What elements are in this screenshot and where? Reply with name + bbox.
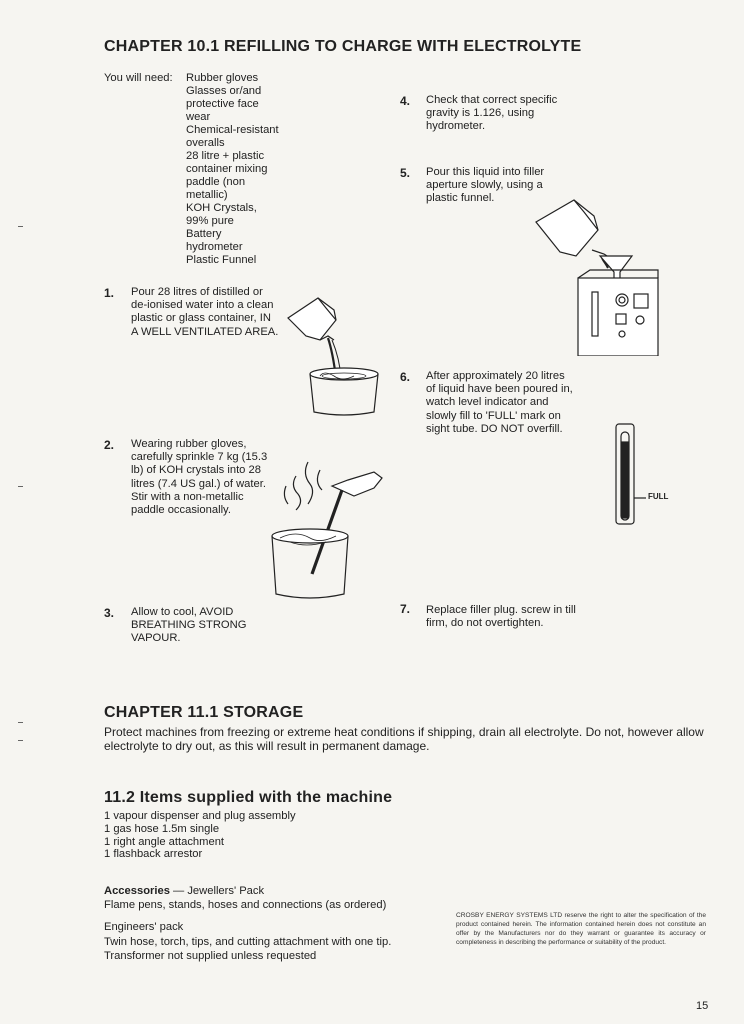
page-number: 15 [696,1000,709,1012]
engineers-pack-text-1: Twin hose, torch, tips, and cutting attachment with one tip. [104,936,392,948]
funnel-machine-illustration [530,196,670,356]
step-3-text: Allow to cool, AVOID BREATHING STRONG VAPOUR. [131,606,247,645]
pour-water-illustration [284,296,394,416]
sight-tube-illustration [612,422,648,526]
step-7-text: Replace filler plug. screw in till firm, do not overtighten. [426,604,576,630]
step-5-text: Pour this liquid into filler aperture slowly, using a plastic funnel. [426,166,545,205]
step-6-number: 6. [400,370,411,384]
you-will-need-label: You will need: [104,72,173,84]
full-mark-label: FULL [648,492,669,501]
step-1-text: Pour 28 litres of distilled or de-ionised water into a clean plastic or glass container, IN A WELL VENTILATED AREA. [131,286,279,338]
list-item: 99% pure [186,215,234,227]
list-item: 1 right angle attachment [104,835,225,848]
accessories-suffix: — Jewellers' Pack [169,885,265,897]
step-1-number: 1. [104,286,115,300]
manufacturer-disclaimer: CROSBY ENERGY SYSTEMS LTD reserve the right to alter the specification of the product contained herein. The information contained herein does not constitute an offer by the Manufacturers nor do they warrant or guarantee its accuracy or completeness in describing the performance or suitability of the product. [456,912,706,946]
list-item: Glasses or/and [186,85,262,97]
step-7-number: 7. [400,602,411,616]
list-item: paddle (non [186,176,246,188]
list-item: overalls [186,137,225,149]
accessories-text: Flame pens, stands, hoses and connections (as ordered) [104,899,387,911]
list-item: container mixing [186,163,268,175]
step-3-number: 3. [104,606,115,620]
list-item: Rubber gloves [186,72,259,84]
list-item: 1 vapour dispenser and plug assembly [104,810,296,822]
step-5-number: 5. [400,166,411,180]
list-item: KOH Crystals, [186,202,257,214]
margin-mark [18,740,23,741]
step-2-number: 2. [104,438,115,452]
list-item: metallic) [186,189,228,201]
storage-paragraph: Protect machines from freezing or extreme heat conditions if shipping, drain all electrolyte. Do not, however allow electrolyte to dry out, as this will result in permanent damage. [104,725,704,754]
supplied-items-list [104,810,296,861]
chapter-10-1-title: CHAPTER 10.1 REFILLING TO CHARGE WITH ELECTROLYTE [104,38,582,55]
list-item: Battery [186,228,222,240]
required-items-list [186,72,279,267]
list-item: protective face [186,98,259,110]
list-item: 28 litre + plastic [186,150,265,162]
list-item: 1 gas hose 1.5m single [104,822,220,835]
list-item: Plastic Funnel [186,254,257,266]
list-item: hydrometer [186,241,243,253]
margin-mark [18,226,23,227]
list-item: 1 flashback arrestor [104,848,203,861]
section-11-2-title: 11.2 Items supplied with the machine [104,789,393,806]
step-4-text: Check that correct specific gravity is 1.126, using hydrometer. [426,94,558,133]
step-6-text: After approximately 20 litres of liquid have been poured in, watch level indicator and slowly fill to 'FULL' mark on sight tube. DO NOT overfill. [426,370,573,435]
margin-mark [18,722,23,723]
engineers-pack-text-2: Transformer not supplied unless requested [104,950,317,962]
engineers-pack-label: Engineers' pack [104,921,184,933]
margin-mark [18,486,23,487]
accessories-heading [104,885,264,898]
stirring-illustration [256,456,386,606]
step-4-number: 4. [400,94,411,108]
list-item: wear [186,111,211,123]
list-item: Chemical-resistant [186,124,279,136]
step-2-text: Wearing rubber gloves, carefully sprinkle 7 kg (15.3 lb) of KOH crystals into 28 litres (7.4 US gal.) of water. Stir with a non-metallic paddle occasionally. [131,438,268,517]
chapter-11-1-title: CHAPTER 11.1 STORAGE [104,704,304,721]
accessories-label: Accessories [104,885,170,897]
